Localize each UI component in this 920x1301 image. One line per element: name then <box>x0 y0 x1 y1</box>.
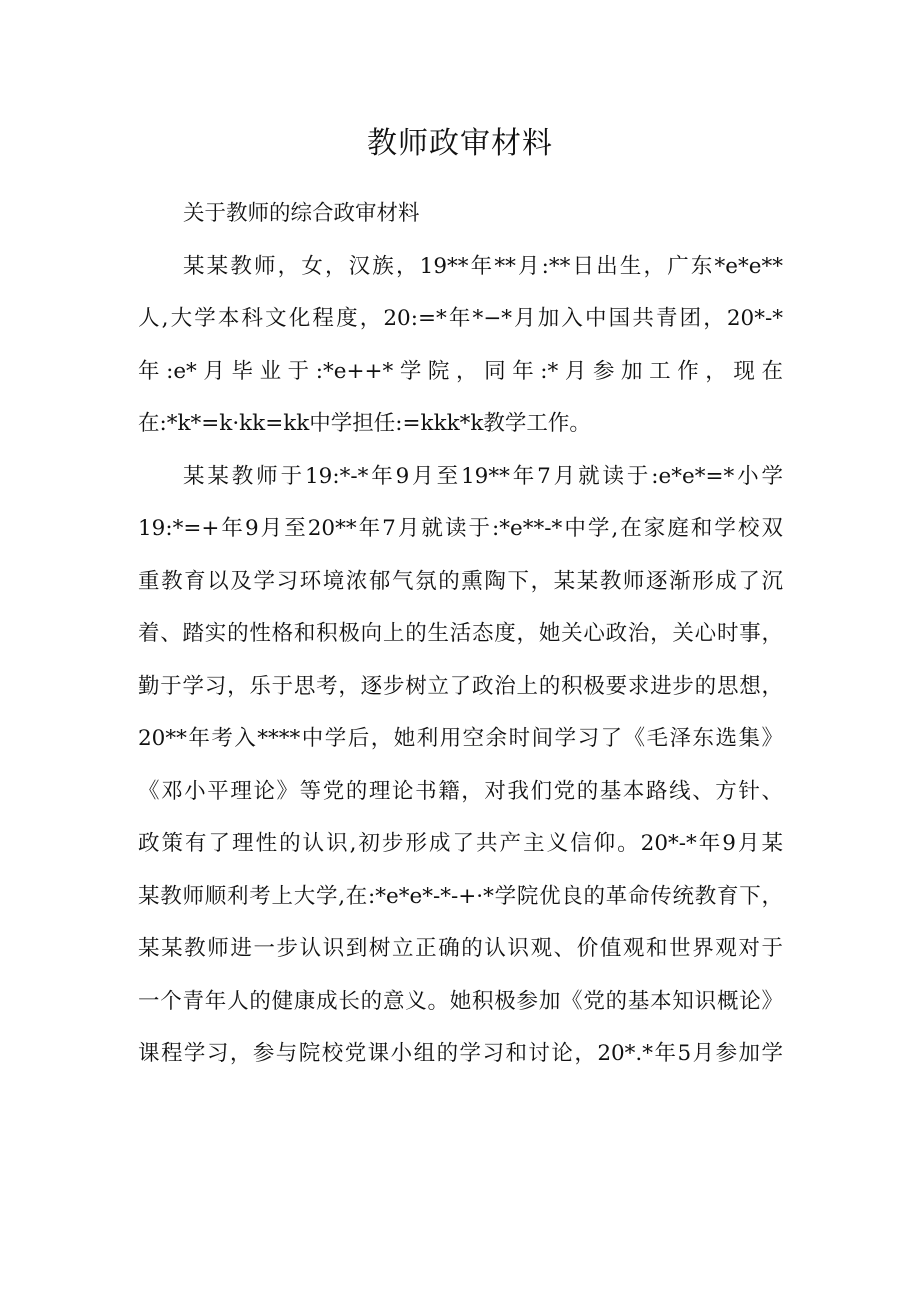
paragraph-education-history <box>138 451 783 1081</box>
text-line: 一个青年人的健康成长的意义。她积极参加《党的基本知识概论》 <box>138 988 783 1014</box>
text-line: 在:*k*=k·kk=kk中学担任:=kkk*k教学工作。 <box>138 411 591 436</box>
paragraph-personal-info <box>138 241 783 451</box>
text-line: 着、踏实的性格和积极向上的生活态度，她关心政治，关心时事， <box>138 621 783 646</box>
text-line: 20**年考入****中学后，她利用空余时间学习了《毛泽东选集》 <box>138 726 783 751</box>
text-line: 19:*=+年9月至20**年7月就读于:*e**-*中学,在家庭和学校双 <box>138 516 783 541</box>
text-line: 人,大学本科文化程度，20:=*年*−*月加入中国共青团，20*-* <box>138 306 783 331</box>
text-line: 某教师顺利考上大学,在:*e*e*-*-+·*学院优良的革命传统教育下， <box>138 883 783 909</box>
document-body <box>138 188 783 1081</box>
text-line: 勤于学习，乐于思考，逐步树立了政治上的积极要求进步的思想， <box>138 673 783 699</box>
text-line: 政策有了理性的认识,初步形成了共产主义信仰。20*-*年9月某 <box>138 831 783 856</box>
text-line: 某某教师于19:*-*年9月至19**年7月就读于:e*e*=*小学 <box>183 463 783 489</box>
document-subtitle: 关于教师的综合政审材料 <box>183 201 420 226</box>
text-line: 《邓小平理论》等党的理论书籍，对我们党的基本路线、方针、 <box>138 778 783 804</box>
document-title: 教师政审材料 <box>367 126 553 161</box>
text-line: 某某教师进一步认识到树立正确的认识观、价值观和世界观对于 <box>138 936 783 961</box>
text-line: 课程学习，参与院校党课小组的学习和讨论，20*.*年5月参加学 <box>138 1041 783 1066</box>
text-line: 年:e*月毕业于:*e++*学院，同年:*月参加工作，现在 <box>138 358 783 384</box>
text-line: 某某教师，女，汉族，19**年**月:**日出生，广东*e*e** <box>183 253 783 279</box>
text-line: 重教育以及学习环境浓郁气氛的熏陶下，某某教师逐渐形成了沉 <box>138 568 783 594</box>
